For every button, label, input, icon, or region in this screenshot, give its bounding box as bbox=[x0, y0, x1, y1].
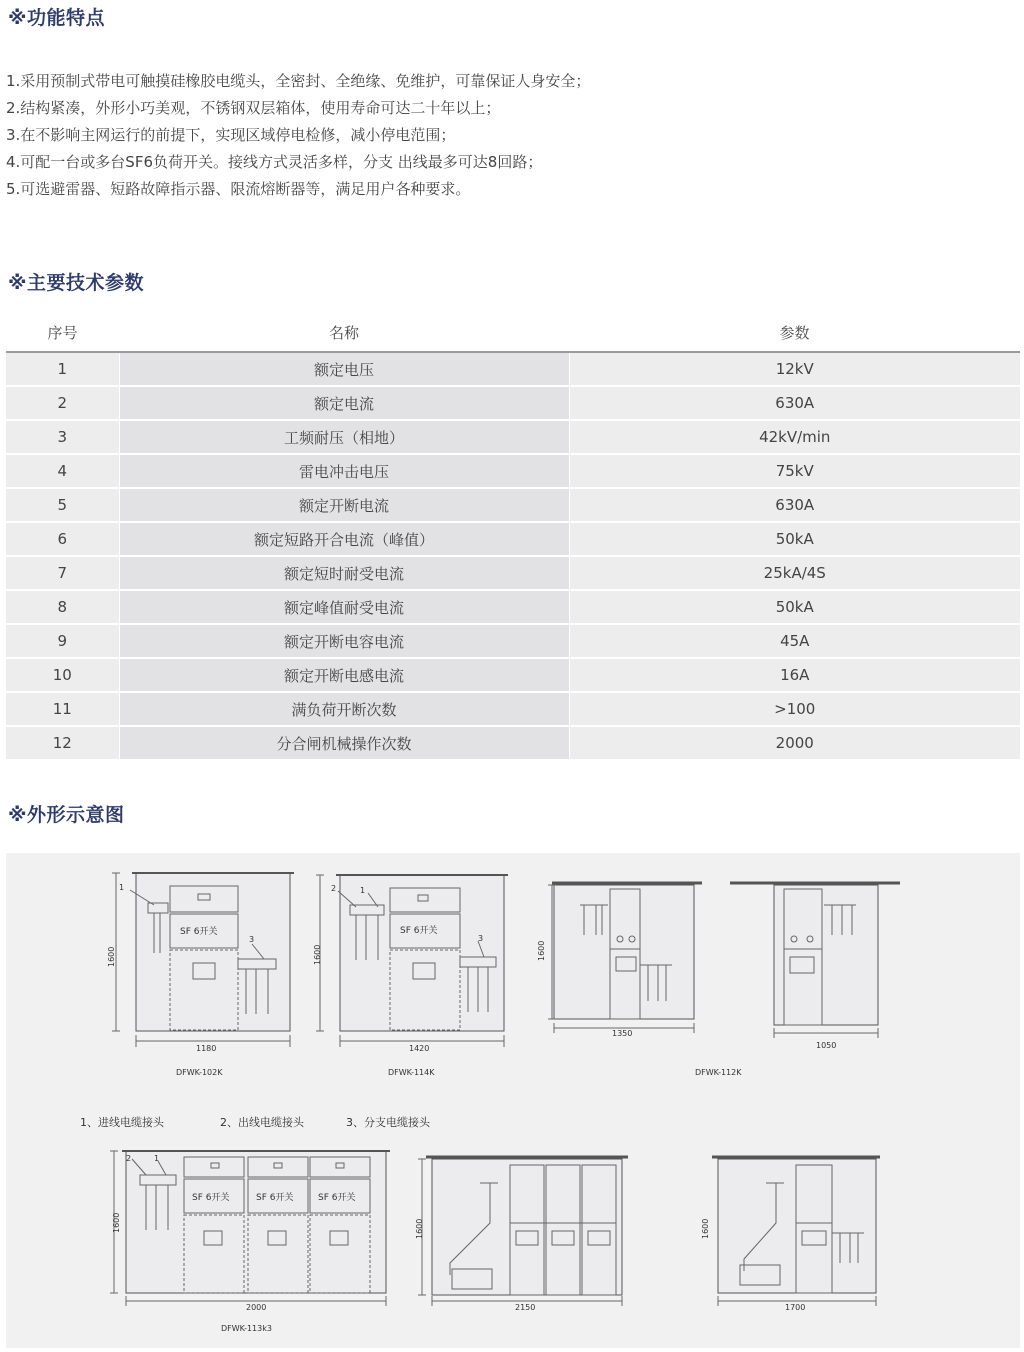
table-row bbox=[6, 556, 1020, 590]
features-list bbox=[6, 68, 1006, 203]
cell-index: 2 bbox=[6, 386, 119, 420]
cell-name: 额定峰值耐受电流 bbox=[119, 590, 569, 624]
cell-value: 16A bbox=[569, 658, 1020, 692]
drawing-dfwk-112k-a bbox=[537, 883, 702, 1038]
cell-value: 630A bbox=[569, 488, 1020, 522]
width-label: 1420 bbox=[409, 1044, 430, 1053]
cell-name: 分合闸机械操作次数 bbox=[119, 726, 569, 759]
drawing-dfwk-113k3 bbox=[110, 1151, 390, 1333]
model-name: DFWK-114K bbox=[388, 1068, 435, 1077]
width-label: 2000 bbox=[246, 1303, 267, 1312]
header-index: 序号 bbox=[6, 313, 119, 352]
feature-item: 5.可选避雷器、短路故障指示器、限流熔断器等，满足用户各种要求。 bbox=[6, 180, 471, 198]
table-row bbox=[6, 658, 1020, 692]
cell-name: 额定短路开合电流（峰值） bbox=[119, 522, 569, 556]
callout-1: 1 bbox=[154, 1154, 160, 1163]
callout-2: 2 bbox=[126, 1154, 132, 1163]
table-row bbox=[6, 488, 1020, 522]
cell-index: 4 bbox=[6, 454, 119, 488]
width-label: 1050 bbox=[816, 1041, 837, 1050]
cell-index: 11 bbox=[6, 692, 119, 726]
table-row bbox=[6, 386, 1020, 420]
cell-index: 7 bbox=[6, 556, 119, 590]
width-label: 1700 bbox=[785, 1303, 806, 1312]
params-title: ※主要技术参数 bbox=[8, 272, 144, 294]
callout-1: 1 bbox=[119, 883, 125, 892]
cell-index: 8 bbox=[6, 590, 119, 624]
drawing-side-view-2150 bbox=[415, 1157, 628, 1312]
cell-value: 630A bbox=[569, 386, 1020, 420]
legend-item-2: 2、出线电缆接头 bbox=[220, 1116, 304, 1129]
switch-label: SF 6开关 bbox=[192, 1193, 230, 1203]
table-row bbox=[6, 420, 1020, 454]
cell-index: 10 bbox=[6, 658, 119, 692]
table-header-row bbox=[6, 313, 1020, 352]
header-value: 参数 bbox=[569, 313, 1020, 352]
feature-item: 4.可配一台或多台SF6负荷开关。接线方式灵活多样，分支 出线最多可达8回路； bbox=[6, 153, 543, 171]
cell-value: 42kV/min bbox=[569, 420, 1020, 454]
cell-name: 雷电冲击电压 bbox=[119, 454, 569, 488]
legend-item-3: 3、分支电缆接头 bbox=[346, 1116, 430, 1129]
switch-label: SF 6开关 bbox=[400, 926, 438, 936]
model-name: DFWK-113k3 bbox=[221, 1324, 272, 1333]
width-label: 2150 bbox=[515, 1303, 536, 1312]
cell-index: 1 bbox=[6, 352, 119, 386]
table-row bbox=[6, 590, 1020, 624]
switch-label: SF 6开关 bbox=[180, 927, 218, 937]
switch-label: SF 6开关 bbox=[318, 1193, 356, 1203]
cell-name: 额定开断电容电流 bbox=[119, 624, 569, 658]
cell-value: >100 bbox=[569, 692, 1020, 726]
drawing-dfwk-112k-b bbox=[695, 883, 900, 1077]
cell-value: 25kA/4S bbox=[569, 556, 1020, 590]
height-label: 1600 bbox=[537, 940, 546, 961]
callout-2: 2 bbox=[331, 884, 337, 893]
table-row bbox=[6, 522, 1020, 556]
features-title: ※功能特点 bbox=[8, 7, 105, 29]
switch-label: SF 6开关 bbox=[256, 1193, 294, 1203]
cell-value: 50kA bbox=[569, 522, 1020, 556]
params-table bbox=[6, 313, 1020, 759]
table-row bbox=[6, 726, 1020, 759]
cell-index: 3 bbox=[6, 420, 119, 454]
table-row bbox=[6, 692, 1020, 726]
cell-name: 满负荷开断次数 bbox=[119, 692, 569, 726]
table-row bbox=[6, 454, 1020, 488]
width-label: 1350 bbox=[612, 1029, 633, 1038]
cell-value: 75kV bbox=[569, 454, 1020, 488]
height-label: 1600 bbox=[313, 944, 322, 965]
outline-drawings-svg bbox=[6, 853, 1020, 1348]
cell-index: 5 bbox=[6, 488, 119, 522]
model-name: DFWK-102K bbox=[176, 1068, 223, 1077]
cell-value: 45A bbox=[569, 624, 1020, 658]
drawing-dfwk-114k bbox=[313, 875, 508, 1077]
feature-item: 3.在不影响主网运行的前提下，实现区域停电检修，减小停电范围； bbox=[6, 126, 456, 144]
height-label: 1600 bbox=[107, 946, 116, 967]
height-label: 1600 bbox=[701, 1218, 710, 1239]
model-name: DFWK-112K bbox=[695, 1068, 742, 1077]
cell-value: 50kA bbox=[569, 590, 1020, 624]
cell-name: 额定短时耐受电流 bbox=[119, 556, 569, 590]
header-name: 名称 bbox=[119, 313, 569, 352]
cell-name: 额定开断电流 bbox=[119, 488, 569, 522]
cell-index: 12 bbox=[6, 726, 119, 759]
table-row bbox=[6, 624, 1020, 658]
cell-name: 额定开断电感电流 bbox=[119, 658, 569, 692]
cell-name: 额定电流 bbox=[119, 386, 569, 420]
height-label: 1600 bbox=[415, 1218, 424, 1239]
drawings-title: ※外形示意图 bbox=[8, 804, 125, 826]
callout-1: 1 bbox=[360, 886, 366, 895]
feature-item: 1.采用预制式带电可触摸硅橡胶电缆头，全密封、全绝缘、免维护，可靠保证人身安全； bbox=[6, 72, 591, 90]
legend bbox=[80, 1115, 431, 1129]
cell-name: 额定电压 bbox=[119, 352, 569, 386]
cell-value: 12kV bbox=[569, 352, 1020, 386]
cell-index: 6 bbox=[6, 522, 119, 556]
height-label: 1600 bbox=[112, 1212, 121, 1233]
cell-name: 工频耐压（相地） bbox=[119, 420, 569, 454]
width-label: 1180 bbox=[196, 1044, 217, 1053]
drawing-dfwk-102k bbox=[107, 873, 294, 1077]
feature-item: 2.结构紧凑，外形小巧美观，不锈钢双层箱体，使用寿命可达二十年以上； bbox=[6, 99, 501, 117]
table-row bbox=[6, 352, 1020, 386]
drawing-side-view-1700 bbox=[701, 1157, 880, 1312]
cell-value: 2000 bbox=[569, 726, 1020, 759]
callout-3: 3 bbox=[478, 934, 484, 943]
callout-3: 3 bbox=[249, 935, 255, 944]
legend-item-1: 1、进线电缆接头 bbox=[80, 1116, 164, 1129]
cell-index: 9 bbox=[6, 624, 119, 658]
outline-drawings-panel bbox=[6, 853, 1020, 1348]
